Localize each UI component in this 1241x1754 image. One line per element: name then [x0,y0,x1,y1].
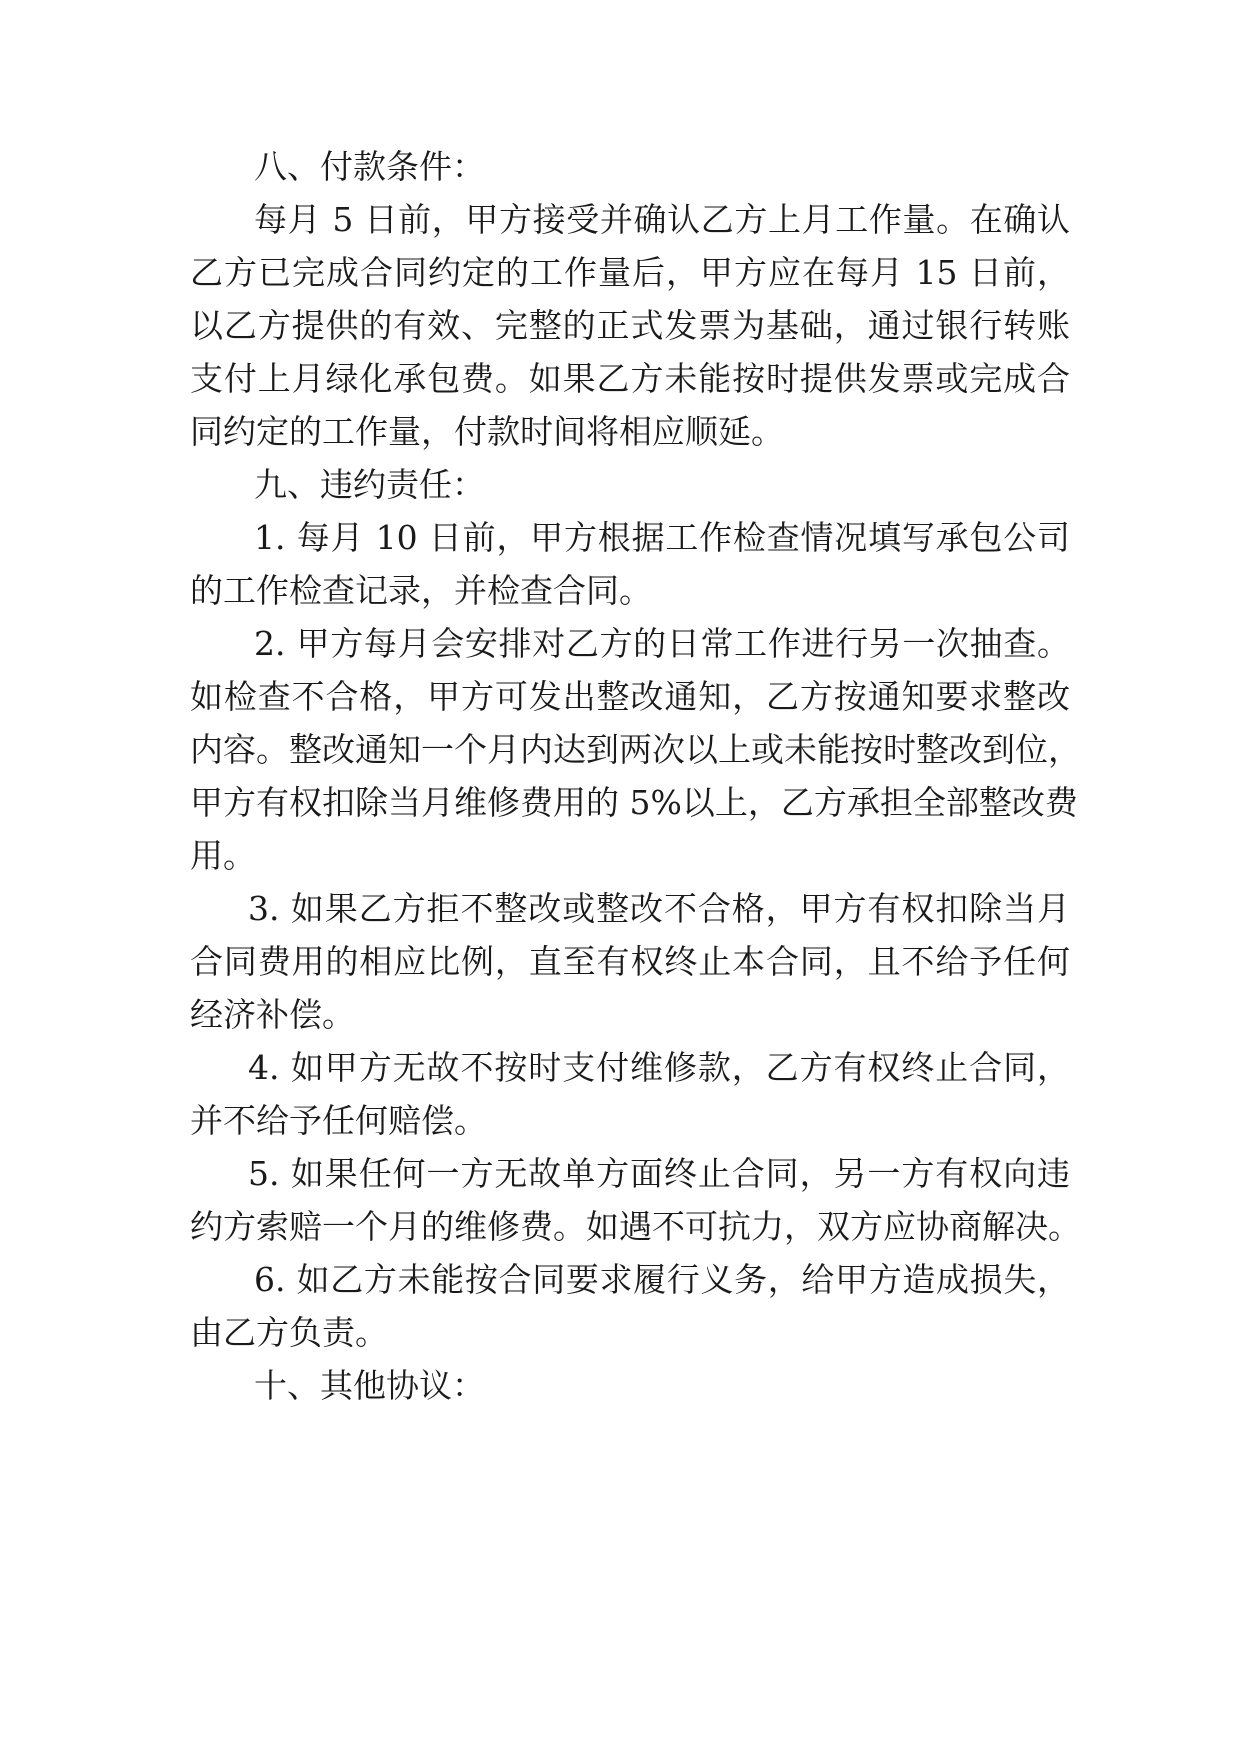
section-heading-liability: 九、违约责任： [254,465,485,504]
paragraph-line: 支付上月绿化承包费。如果乙方未能按时提供发票或完成合 [190,359,1070,398]
list-item-line: 2. 甲方每月会安排对乙方的日常工作进行另一次抽查。 [254,624,1070,663]
list-item-line: 1. 每月 10 日前，甲方根据工作检查情况填写承包公司 [254,518,1070,557]
list-item-line: 内容。整改通知一个月内达到两次以上或未能按时整改到位， [190,730,1081,769]
paragraph-line: 以乙方提供的有效、完整的正式发票为基础，通过银行转账 [190,306,1070,345]
list-item-line: 并不给予任何赔偿。 [190,1101,487,1140]
list-item-line: 由乙方负责。 [190,1313,388,1352]
paragraph-line: 每月 5 日前，甲方接受并确认乙方上月工作量。在确认 [254,200,1070,239]
list-item-line: 6. 如乙方未能按合同要求履行义务，给甲方造成损失， [254,1260,1070,1299]
list-item-line: 甲方有权扣除当月维修费用的 5%以上，乙方承担全部整改费 [190,783,1078,822]
list-item-line: 5. 如果任何一方无故单方面终止合同，另一方有权向违 [248,1154,1070,1193]
list-item-line: 4. 如甲方无故不按时支付维修款，乙方有权终止合同， [248,1048,1070,1087]
list-item-line: 合同费用的相应比例，直至有权终止本合同，且不给予任何 [190,942,1070,981]
section-heading-payment-terms: 八、付款条件： [254,147,485,186]
list-item-line: 的工作检查记录，并检查合同。 [190,571,652,610]
list-item-line: 用。 [190,836,256,875]
paragraph-line: 同约定的工作量，付款时间将相应顺延。 [190,412,784,451]
list-item-line: 如检查不合格，甲方可发出整改通知，乙方按通知要求整改 [190,677,1070,716]
paragraph-line: 乙方已完成合同约定的工作量后，甲方应在每月 15 日前， [190,253,1070,292]
list-item-line: 约方索赔一个月的维修费。如遇不可抗力，双方应协商解决。 [190,1207,1081,1246]
list-item-line: 经济补偿。 [190,995,355,1034]
list-item-line: 3. 如果乙方拒不整改或整改不合格，甲方有权扣除当月 [248,889,1070,928]
section-heading-other-agreements: 十、其他协议： [254,1366,485,1405]
